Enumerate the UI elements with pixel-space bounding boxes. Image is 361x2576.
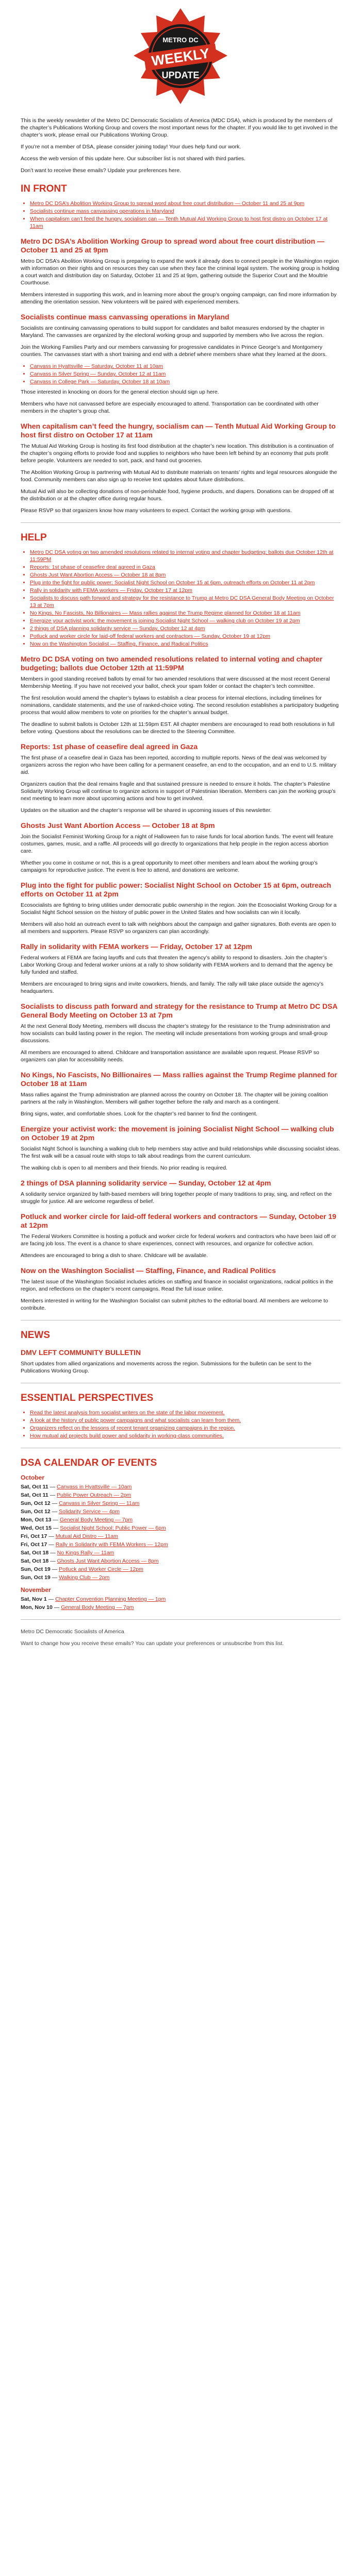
article-para: Updates on the situation and the chapter’s response will be shared in upcoming issues of this newsletter. bbox=[21, 807, 272, 814]
article-para: Bring signs, water, and comfortable shoes. Look for the chapter’s red banner to find the contingent. bbox=[21, 1111, 257, 1117]
article-title: Plug into the fight for public power: Socialist Night School on October 15 at 6pm, outreach efforts on October 11 at 2pm bbox=[21, 881, 332, 898]
section-heading-news: NEWS bbox=[21, 1330, 50, 1341]
article bbox=[21, 1212, 340, 1259]
article bbox=[21, 742, 340, 814]
toc-link[interactable]: • Ghosts Just Want Abortion Access — October 18 at 8pm bbox=[30, 571, 340, 579]
article-para: Join the Working Families Party and our members canvassing for progressive candidates in Prince George’s and Montgomery counties. The canvasses start with a short training and end with a debrief where members share what they learned at the doors. bbox=[21, 344, 327, 358]
essential-link[interactable]: • Organizers reflect on the lessons of recent tenant organizing campaigns in the region. bbox=[30, 1425, 340, 1432]
article-para: Members interested in supporting this work, and in learning more about the group’s ongoing campaign, can find more information by attending the orientation session. New volunteers will be paired with experienced members. bbox=[21, 292, 337, 305]
essential-link[interactable]: • A look at the history of public power campaigns and what socialists can learn from them. bbox=[30, 1417, 340, 1424]
intro-para: Don’t want to receive these emails? Update your preferences here. bbox=[21, 167, 182, 174]
article-para: The walking club is open to all members and their friends. No prior reading is required. bbox=[21, 1165, 227, 1171]
calendar-separator: — bbox=[48, 1484, 57, 1490]
intro bbox=[21, 117, 340, 174]
article bbox=[21, 821, 340, 874]
calendar-event[interactable] bbox=[21, 1557, 340, 1565]
calendar-event-date: Fri, Oct 17 bbox=[21, 1533, 47, 1539]
calendar-separator: — bbox=[50, 1574, 59, 1581]
weekly-update-logo bbox=[126, 6, 235, 112]
article-para: The Mutual Aid Working Group is hosting its first food distribution at the chapter’s new location. This distribution is a continuation of the chapter’s ongoing efforts to provide food and supplies to neighbors who have been left behind by an economy that puts profit before people. Volunteers are needed to sort, pack, and hand out groceries. bbox=[21, 443, 334, 464]
calendar-month: October bbox=[21, 1474, 45, 1481]
calendar-event[interactable] bbox=[21, 1604, 340, 1611]
calendar-event[interactable] bbox=[21, 1596, 340, 1603]
article-para: Members will also hold an outreach event to talk with neighbors about the campaign and gather signatures. Both events are open to all members and supporters. Please RSVP so organizers can plan accordingly. bbox=[21, 921, 336, 935]
article-para: Members interested in writing for the Washington Socialist can submit pitches to the editorial board. All members are welcome to contribute. bbox=[21, 1298, 329, 1311]
article-para: Please RSVP so that organizers know how many volunteers to expect. Contact the working group with questions. bbox=[21, 507, 292, 514]
essential-link[interactable]: • How mutual aid projects build power and solidarity in working-class communities. bbox=[30, 1432, 340, 1439]
article-para: Federal workers at FEMA are facing layoffs and cuts that threaten the agency’s ability to respond to disasters. Join the chapter’s Labor Working Group and federal worker unions at a rally to show solidarity with FEMA workers and to demand that the agency be fully funded and staffed. bbox=[21, 955, 333, 975]
calendar-separator: — bbox=[50, 1509, 59, 1515]
calendar-separator: — bbox=[52, 1604, 61, 1611]
article-para: Members are encouraged to bring signs and invite coworkers, friends, and family. The rally will take place outside the agency’s headquarters. bbox=[21, 981, 324, 994]
calendar-event-date: Sat, Nov 1 bbox=[21, 1596, 47, 1602]
calendar-event-link[interactable]: Socialist Night School: Public Power — 6pm bbox=[60, 1525, 166, 1531]
calendar-event-link[interactable]: Walking Club — 2pm bbox=[59, 1574, 110, 1581]
article bbox=[21, 1071, 340, 1117]
calendar-event-link[interactable]: Potluck and Worker Circle — 12pm bbox=[59, 1566, 143, 1572]
calendar-separator: — bbox=[51, 1525, 60, 1531]
calendar-event-link[interactable]: Canvass in Silver Spring — 11am bbox=[59, 1500, 140, 1506]
article bbox=[21, 1266, 340, 1312]
article-title: Metro DC DSA’s Abolition Working Group to spread word about free court distribution — October 11 and 25 at 9pm bbox=[21, 237, 325, 254]
calendar-event-link[interactable]: Solidarity Service — 4pm bbox=[59, 1509, 120, 1515]
footer bbox=[21, 1628, 340, 1647]
footer-line: Metro DC Democratic Socialists of America bbox=[21, 1629, 124, 1635]
calendar-event[interactable] bbox=[21, 1533, 340, 1540]
calendar-event-date: Sun, Oct 19 bbox=[21, 1574, 51, 1581]
article-para: At the next General Body Meeting, members will discuss the chapter’s strategy for the resistance to the Trump administration and how socialists can build lasting power in the region. The meeting will include presentations from working groups and small-group discussions. bbox=[21, 1023, 331, 1044]
calendar-event[interactable] bbox=[21, 1516, 340, 1523]
article-para: Members in good standing received ballots by email for two amended resolutions that were discussed at the most recent General Membership Meeting. If you have not received your ballot, check your spam folder or contact the chapter’s tech committee. bbox=[21, 676, 330, 689]
article-para: The latest issue of the Washington Socialist includes articles on staffing and finance in socialist organizations, radical politics in the region, and reflections on the chapter’s recent campaigns. Read the full issue online. bbox=[21, 1279, 333, 1292]
calendar-event[interactable] bbox=[21, 1483, 340, 1490]
article bbox=[21, 942, 340, 995]
article-para: Those interested in knocking on doors for the general election should sign up here. bbox=[21, 389, 219, 395]
section-heading-calendar: DSA CALENDAR OF EVENTS bbox=[21, 1458, 157, 1468]
toc-link[interactable]: • Socialists continue mass canvassing operations in Maryland bbox=[30, 208, 340, 215]
calendar-event[interactable] bbox=[21, 1524, 340, 1532]
calendar-month: November bbox=[21, 1586, 51, 1594]
logo-bottom-text: UPDATE bbox=[161, 70, 200, 80]
toc-link[interactable]: • Energize your activist work: the movement is joining Socialist Night School — walking club on October 19 at 2pm bbox=[30, 617, 340, 624]
calendar-event-date: Sun, Oct 12 bbox=[21, 1509, 51, 1515]
article-para: Socialist Night School is launching a walking club to help members stay active and build relationships while discussing socialist ideas. The first walk will be a casual route with stops to talk about readings from the current curriculum. bbox=[21, 1146, 340, 1159]
article-para: Whether you come in costume or not, this is a great opportunity to meet other members and learn about the working group’s campaigns for reproductive justice. The event is free to attend, and donations are welcome. bbox=[21, 860, 318, 873]
canvass-item[interactable]: • Canvass in Silver Spring — Sunday, October 12 at 11am bbox=[30, 370, 340, 378]
toc-link[interactable]: • Plug into the fight for public power: Socialist Night School on October 15 at 6pm, outreach efforts on October 11 at 2pm bbox=[30, 579, 340, 586]
calendar-separator: — bbox=[48, 1550, 57, 1556]
calendar-separator: — bbox=[46, 1596, 56, 1602]
calendar-event-link[interactable]: General Body Meeting — 7pm bbox=[61, 1604, 134, 1611]
divider bbox=[21, 1619, 340, 1620]
article-para: Metro DC DSA’s Abolition Working Group is preparing to expand the work it already does to connect people in the Washington region with information on their rights and on resources they can use when they face the criminal legal system. The working group is holding a court watch and distribution day on Saturday, October 11 and 25 at 9pm, gathering outside the Superior Court and the Moultrie Courthouse. bbox=[21, 258, 339, 286]
calendar-event-date: Sat, Oct 11 bbox=[21, 1492, 48, 1498]
help-toc bbox=[21, 549, 340, 648]
calendar-event-link[interactable]: Chapter Convention Planning Meeting — 1pm bbox=[55, 1596, 166, 1602]
canvass-list bbox=[21, 363, 340, 385]
toc-link[interactable]: • Now on the Washington Socialist — Staffing, Finance, and Radical Politics bbox=[30, 640, 340, 648]
calendar-event[interactable] bbox=[21, 1492, 340, 1499]
calendar-event[interactable] bbox=[21, 1541, 340, 1548]
calendar-event-link[interactable]: Rally in Solidarity with FEMA Workers — 12pm bbox=[55, 1541, 168, 1548]
calendar-event[interactable] bbox=[21, 1574, 340, 1581]
calendar-event-link[interactable]: Ghosts Just Want Abortion Access — 8pm bbox=[57, 1558, 159, 1564]
article-para: Members who have not canvassed before are especially encouraged to attend. Transportation can be coordinated with other members in the chapter’s group chat. bbox=[21, 401, 319, 414]
article-para: A solidarity service organized by faith-based members will bring together people of many traditions to pray, sing, and reflect on the struggle for justice. All are welcome regardless of belief. bbox=[21, 1191, 332, 1205]
toc-link[interactable]: • Reports: 1st phase of ceasefire deal agreed in Gaza bbox=[30, 564, 340, 571]
calendar-event-link[interactable]: No Kings Rally — 11am bbox=[57, 1550, 114, 1556]
article bbox=[21, 1179, 340, 1205]
calendar-event-date: Fri, Oct 17 bbox=[21, 1541, 47, 1548]
logo-mid-text: WEEKLY bbox=[150, 45, 211, 69]
toc-link[interactable]: • Socialists to discuss path forward and strategy for the resistance to Trump at Metro DC DSA General Body Meeting on October 13 at 7pm bbox=[30, 595, 340, 609]
toc-link[interactable]: • Potluck and worker circle for laid-off federal workers and contractors — Sunday, October 19 at 12pm bbox=[30, 633, 340, 640]
front-toc bbox=[21, 200, 340, 230]
canvass-item[interactable]: • Canvass in College Park — Saturday, October 18 at 10am bbox=[30, 378, 340, 385]
calendar-event-date: Mon, Nov 10 bbox=[21, 1604, 53, 1611]
article-para: Mass rallies against the Trump administration are planned across the country on October 18. The chapter will be joining coalition partners at the rally in Washington. Members will gather together before the rally and march as a contingent. bbox=[21, 1092, 328, 1105]
article-para: The first resolution would amend the chapter’s bylaws to establish a clear process for internal elections, including timelines for nominations, candidate statements, and the use of ranked-choice voting. The second resolution establishes a participatory budgeting process that would allow members to vote on priorities for the chapter’s annual budget. bbox=[21, 695, 339, 716]
calendar-event-date: Sun, Oct 19 bbox=[21, 1566, 51, 1572]
article-para: The deadline to submit ballots is October 12th at 11:59pm EST. All chapter members are encouraged to read both resolutions in full before voting. Questions about the resolutions can be directed to the Steering Committee. bbox=[21, 721, 335, 735]
calendar-event[interactable] bbox=[21, 1549, 340, 1556]
footer-line: Want to change how you receive these emails? You can update your preferences or unsubscribe from this list. bbox=[21, 1640, 284, 1647]
calendar-separator: — bbox=[50, 1500, 59, 1506]
article-title: 2 things of DSA planning solidarity service — Sunday, October 12 at 4pm bbox=[21, 1179, 271, 1187]
article-title: Metro DC DSA voting on two amended resolutions related to internal voting and chapter budgeting; ballots due October 12th at 11:59PM bbox=[21, 655, 323, 672]
article-para: Attendees are encouraged to bring a dish to share. Childcare will be available. bbox=[21, 1252, 208, 1259]
article-title: When capitalism can’t feed the hungry, socialism can — Tenth Mutual Aid Working Group to host first distro on October 17 at 11am bbox=[21, 422, 336, 439]
article-title: Socialists to discuss path forward and strategy for the resistance to Trump at Metro DC DSA General Body Meeting on October 13 at 7pm bbox=[21, 1002, 338, 1019]
article-para: The first phase of a ceasefire deal in Gaza has been reported, according to multiple reports. News of the deal was welcomed by organizers across the region who have been calling for a permanent ceasefire, an end to the occupation, and an end to U.S. military aid. bbox=[21, 755, 337, 775]
article-para: The Federal Workers Committee is hosting a potluck and worker circle for federal workers and contractors who have been laid off or are facing job loss. The event is a chance to share experiences, connect with resources, and organize for collective action. bbox=[21, 1233, 336, 1247]
logo bbox=[21, 6, 340, 117]
article bbox=[21, 881, 340, 935]
calendar-separator: — bbox=[51, 1517, 60, 1523]
calendar-separator: — bbox=[48, 1492, 57, 1498]
article bbox=[21, 1348, 340, 1375]
calendar bbox=[21, 1474, 340, 1611]
calendar-event-date: Sat, Oct 18 bbox=[21, 1558, 49, 1564]
toc-link[interactable]: • When capitalism can’t feed the hungry, socialism can — Tenth Mutual Aid Working Group to host first distro on October 17 at 11am bbox=[30, 215, 340, 230]
section-heading-essentials: ESSENTIAL PERSPECTIVES bbox=[21, 1393, 154, 1403]
canvass-item[interactable]: • Canvass in Hyattsville — Saturday, October 11 at 10am bbox=[30, 363, 340, 370]
calendar-event-link[interactable]: General Body Meeting — 7pm bbox=[59, 1517, 133, 1523]
calendar-event[interactable] bbox=[21, 1566, 340, 1573]
toc-link[interactable]: • 2 things of DSA planning solidarity service — Sunday, October 12 at 4pm bbox=[30, 625, 340, 632]
article-para: Mutual Aid will also be collecting donations of non-perishable food, hygiene products, and diapers. Donations can be dropped off at the distribution or at the chapter office during regular hours. bbox=[21, 488, 334, 502]
intro-para: If you’re not a member of DSA, please consider joining today! Your dues help fund our work. bbox=[21, 144, 241, 150]
article bbox=[21, 422, 340, 514]
article-title: Potluck and worker circle for laid-off federal workers and contractors — Sunday, October 19 at 12pm bbox=[21, 1212, 337, 1229]
divider bbox=[21, 522, 340, 523]
article-para: Socialists are continuing canvassing operations to build support for candidates and ballot measures endorsed by the chapter in Maryland. The canvasses are organized by the electoral working group and supported by members who live across the region. bbox=[21, 325, 324, 338]
calendar-event-link[interactable]: Mutual Aid Distro — 11am bbox=[55, 1533, 118, 1539]
article-title: DMV LEFT COMMUNITY BULLETIN bbox=[21, 1348, 141, 1357]
article bbox=[21, 313, 340, 415]
article-para: The Abolition Working Group is partnering with Mutual Aid to distribute materials on tenants’ rights and legal resources alongside the food. Community members can also sign up to receive text updates about future distributions. bbox=[21, 469, 337, 483]
calendar-separator: — bbox=[48, 1558, 57, 1564]
calendar-event-date: Sat, Oct 18 bbox=[21, 1550, 49, 1556]
article bbox=[21, 1002, 340, 1063]
calendar-separator: — bbox=[47, 1541, 56, 1548]
article-para: Organizers caution that the deal remains fragile and that sustained pressure is needed to ensure it holds. The chapter’s Palestine Solidarity Working Group will continue to organize actions in support of Palestinian liberation. Members can join the working group’s next meeting to learn more about upcoming actions and how to get involved. bbox=[21, 781, 336, 802]
toc-link[interactable]: • No Kings, No Fascists, No Billionaires — Mass rallies against the Trump Regime planned for October 18 at 11am bbox=[30, 609, 340, 617]
article bbox=[21, 1125, 340, 1172]
logo-top-text: METRO DC bbox=[162, 36, 199, 44]
article-para: Join the Socialist Feminist Working Group for a night of Halloween fun to raise funds for local abortion funds. The event will feature costumes, games, music, and a raffle. All proceeds will go directly to organizations that help people in the region access abortion care. bbox=[21, 834, 334, 854]
newsletter-page bbox=[21, 0, 340, 1647]
article-title: Socialists continue mass canvassing operations in Maryland bbox=[21, 313, 229, 321]
section-heading-front: IN FRONT bbox=[21, 183, 67, 194]
article-para: Ecosocialists are fighting to bring utilities under democratic public ownership in the region. Join the Ecosocialist Working Group for a Socialist Night School session on the history of public power in the United States and how socialists can win it locally. bbox=[21, 902, 337, 916]
essential-link[interactable]: • Read the latest analysis from socialist writers on the state of the labor movement. bbox=[30, 1409, 340, 1416]
article-title: Reports: 1st phase of ceasefire deal agreed in Gaza bbox=[21, 742, 198, 751]
article-para: All members are encouraged to attend. Childcare and transportation assistance are available upon request. Please RSVP so organizers can plan for accessibility needs. bbox=[21, 1049, 319, 1063]
toc-link[interactable]: • Metro DC DSA’s Abolition Working Group to spread word about free court distribution — October 11 and 25 at 9pm bbox=[30, 200, 340, 207]
article-title: Energize your activist work: the movement is joining Socialist Night School — walking club on October 19 at 2pm bbox=[21, 1125, 334, 1142]
article-title: Ghosts Just Want Abortion Access — October 18 at 8pm bbox=[21, 821, 215, 829]
calendar-event[interactable] bbox=[21, 1500, 340, 1507]
essentials-list bbox=[21, 1409, 340, 1439]
article bbox=[21, 237, 340, 306]
toc-link[interactable]: • Rally in solidarity with FEMA workers — Friday, October 17 at 12pm bbox=[30, 587, 340, 594]
article-title: No Kings, No Fascists, No Billionaires — Mass rallies against the Trump Regime planned for October 18 at 11am bbox=[21, 1071, 337, 1088]
calendar-event-date: Mon, Oct 13 bbox=[21, 1517, 52, 1523]
calendar-event-link[interactable]: Public Power Outreach — 2pm bbox=[57, 1492, 132, 1498]
article-para: Short updates from allied organizations and movements across the region. Submissions for the bulletin can be sent to the Publications Working Group. bbox=[21, 1361, 311, 1374]
toc-link[interactable]: • Metro DC DSA voting on two amended resolutions related to internal voting and chapter budgeting; ballots due October 12th at 11:59PM bbox=[30, 549, 340, 563]
calendar-event[interactable] bbox=[21, 1508, 340, 1515]
section-heading-help: HELP bbox=[21, 532, 47, 543]
intro-para: Access the web version of this update here. Our subscriber list is not shared with third parties. bbox=[21, 156, 245, 162]
calendar-event-date: Wed, Oct 15 bbox=[21, 1525, 52, 1531]
calendar-event-date: Sat, Oct 11 bbox=[21, 1484, 48, 1490]
calendar-event-link[interactable]: Canvass in Hyattsville — 10am bbox=[57, 1484, 132, 1490]
calendar-event-date: Sun, Oct 12 bbox=[21, 1500, 51, 1506]
calendar-separator: — bbox=[47, 1533, 56, 1539]
article-title: Rally in solidarity with FEMA workers — Friday, October 17 at 12pm bbox=[21, 942, 252, 951]
article bbox=[21, 655, 340, 735]
intro-para: This is the weekly newsletter of the Metro DC Democratic Socialists of America (MDC DSA), which is produced by the members of the chapter’s Publications Working Group and covers the most important news for the chapter. If you would like to get involved in the chapter’s work, please email our Publications Working Group. bbox=[21, 117, 338, 138]
calendar-separator: — bbox=[50, 1566, 59, 1572]
article-title: Now on the Washington Socialist — Staffing, Finance, and Radical Politics bbox=[21, 1266, 276, 1275]
